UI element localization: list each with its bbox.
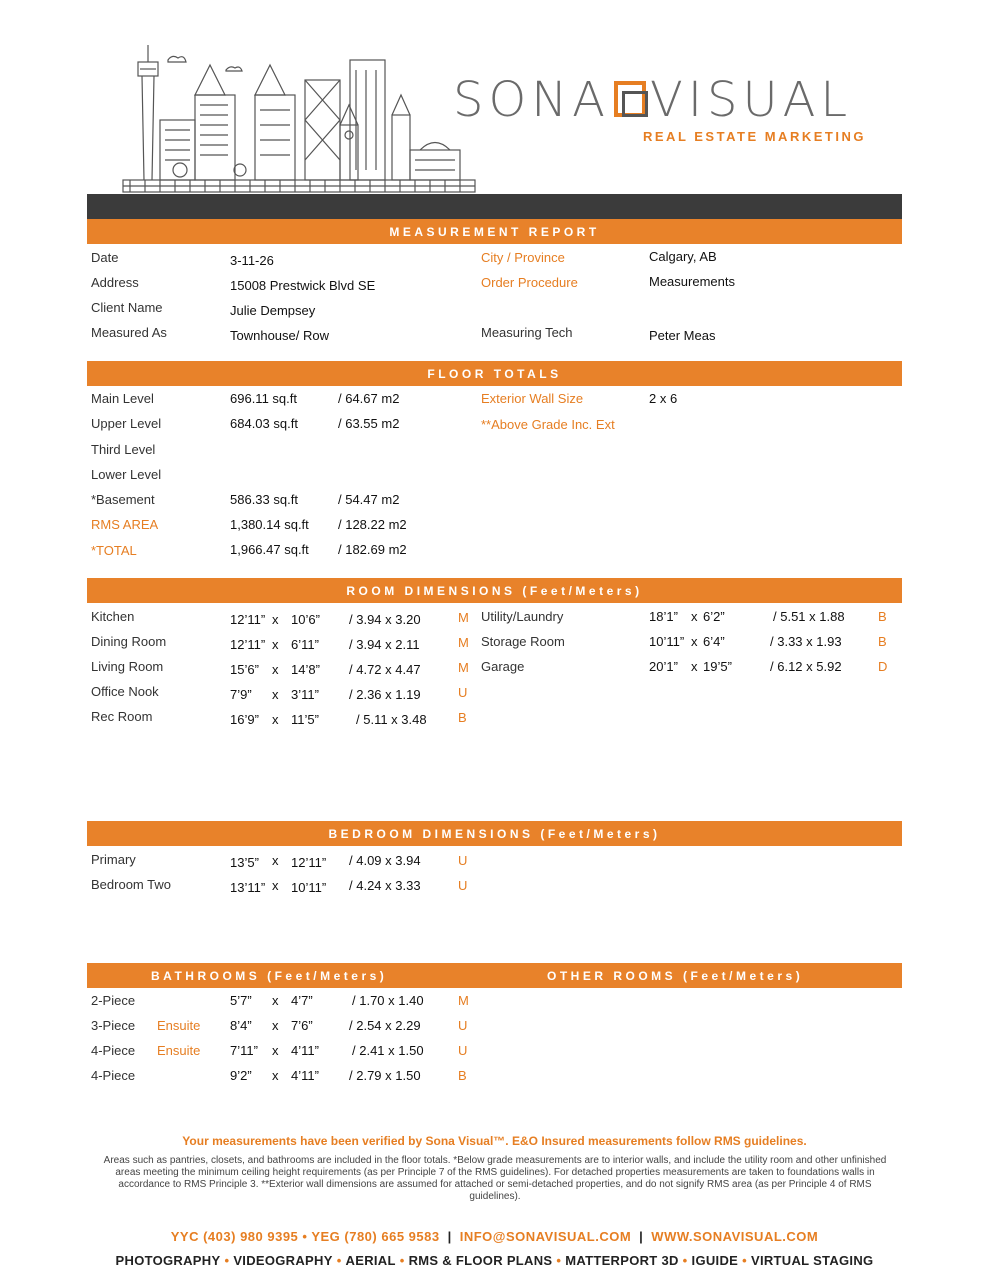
room-times: x — [272, 712, 279, 727]
tech-value: Peter Meas — [649, 328, 716, 343]
service-item: RMS & FLOOR PLANS — [408, 1253, 553, 1268]
order-label: Order Procedure — [481, 275, 578, 290]
room-times: x — [272, 637, 279, 652]
room-level: B — [878, 634, 887, 649]
client-label: Client Name — [91, 300, 163, 315]
lower-level-label: Lower Level — [91, 467, 162, 482]
upper-level-label: Upper Level — [91, 416, 162, 431]
bathroom-metric: / 2.41 x 1.50 — [352, 1043, 424, 1058]
room-metric: / 3.94 x 3.20 — [349, 612, 421, 627]
bathroom-length: 7’6” — [291, 1018, 313, 1033]
bathroom-times: x — [272, 993, 279, 1008]
tech-label: Measuring Tech — [481, 325, 573, 340]
room-level: M — [458, 635, 469, 650]
room-level: B — [458, 710, 467, 725]
city-value: Calgary, AB — [649, 249, 717, 264]
bathroom-note: Ensuite — [157, 1043, 201, 1058]
bathroom-note: Ensuite — [157, 1018, 201, 1033]
bedroom-name: Primary — [91, 852, 136, 867]
basement-sqft: 586.33 sq.ft — [230, 492, 298, 507]
room-length: 19’5” — [703, 659, 732, 674]
service-item: AERIAL — [345, 1253, 396, 1268]
email-link[interactable]: INFO@SONAVISUAL.COM — [459, 1229, 632, 1244]
date-label: Date — [91, 250, 119, 265]
main-level-m2: / 64.67 m2 — [338, 391, 400, 406]
bathrooms-other-header — [87, 963, 902, 988]
bedroom-length: 12’11” — [291, 855, 327, 870]
above-grade-label: **Above Grade Inc. Ext — [481, 417, 615, 432]
bathroom-name: 2-Piece — [91, 993, 136, 1008]
service-item: MATTERPORT 3D — [565, 1253, 679, 1268]
room-dimensions-header: ROOM DIMENSIONS (Feet/Meters) — [87, 578, 902, 603]
basement-label: *Basement — [91, 492, 155, 507]
bedroom-times: x — [272, 853, 279, 868]
bedroom-metric: / 4.09 x 3.94 — [349, 853, 421, 868]
measured-as-value: Townhouse/ Row — [230, 328, 329, 343]
third-level-label: Third Level — [91, 442, 156, 457]
room-times: x — [272, 687, 279, 702]
room-width: 7’9” — [230, 687, 252, 702]
main-level-sqft: 696.11 sq.ft — [230, 391, 297, 406]
bedroom-metric: / 4.24 x 3.33 — [349, 878, 421, 893]
phone-numbers: YYC (403) 980 9395 • YEG (780) 665 9583 — [170, 1229, 440, 1244]
other-rooms-header: OTHER ROOMS (Feet/Meters) — [547, 968, 804, 983]
room-width: 16’9” — [230, 712, 259, 727]
bathroom-name: 4-Piece — [91, 1068, 136, 1083]
client-value: Julie Dempsey — [230, 303, 316, 318]
brand-tagline: REAL ESTATE MARKETING — [643, 129, 866, 144]
bedroom-name: Bedroom Two — [91, 877, 171, 892]
city-skyline-illustration — [120, 40, 480, 195]
floor-totals-header: FLOOR TOTALS — [87, 361, 902, 386]
total-sqft: 1,966.47 sq.ft — [230, 542, 309, 557]
total-m2: / 182.69 m2 — [338, 542, 407, 557]
service-item: VIDEOGRAPHY — [233, 1253, 333, 1268]
fine-print: Areas such as pantries, closets, and bathrooms are included in the floor totals. *Below grade measurements are to interior walls, and include the utility room and other unfinished areas meeting the minimum ceiling height requirements (as per Principle 7 of the RMS guidelines). For detached properties measurements are taken to foundations walls in accordance to RMS Principle 3. **Exterior wall dimensions are assumed for attached or semi-detached properties, and do not signify RMS area (as per Principle 4 of RMS guidelines). — [103, 1155, 887, 1202]
bedroom-dimensions-header: BEDROOM DIMENSIONS (Feet/Meters) — [87, 821, 902, 846]
service-item: VIRTUAL STAGING — [750, 1253, 874, 1268]
rms-area-sqft: 1,380.14 sq.ft — [230, 517, 309, 532]
bathrooms-header: BATHROOMS (Feet/Meters) — [151, 968, 388, 983]
room-width: 12’11” — [230, 612, 266, 627]
room-length: 11’5” — [291, 712, 319, 727]
room-name: Rec Room — [91, 709, 153, 724]
room-length: 6’2” — [703, 609, 725, 624]
upper-level-m2: / 63.55 m2 — [338, 416, 400, 431]
rms-area-m2: / 128.22 m2 — [338, 517, 407, 532]
bedroom-level: U — [458, 853, 468, 868]
room-level: B — [878, 609, 887, 624]
service-item: PHOTOGRAPHY — [115, 1253, 221, 1268]
bathroom-length: 4’11” — [291, 1043, 319, 1058]
room-level: M — [458, 660, 469, 675]
bathroom-level: U — [458, 1018, 468, 1033]
verification-statement: Your measurements have been verified by Sona Visual™. E&O Insured measurements follow RMS guidelines. — [182, 1134, 807, 1148]
room-times: x — [272, 662, 279, 677]
room-length: 6’11” — [291, 637, 319, 652]
bathroom-level: U — [458, 1043, 468, 1058]
upper-level-sqft: 684.03 sq.ft — [230, 416, 298, 431]
room-level: D — [878, 659, 888, 674]
room-length: 10’6” — [291, 612, 320, 627]
bathroom-metric: / 1.70 x 1.40 — [352, 993, 424, 1008]
room-times: x — [691, 659, 698, 674]
bathroom-length: 4’11” — [291, 1068, 319, 1083]
room-length: 3’11” — [291, 687, 319, 702]
bathroom-width: 7’11” — [230, 1043, 258, 1058]
city-label: City / Province — [481, 250, 565, 265]
header-bar — [87, 194, 902, 219]
exterior-wall-value: 2 x 6 — [649, 391, 678, 406]
room-name: Living Room — [91, 659, 164, 674]
room-metric: / 2.36 x 1.19 — [349, 687, 421, 702]
room-metric: / 3.33 x 1.93 — [770, 634, 842, 649]
room-width: 10’11” — [649, 634, 685, 649]
brand-logo: SONA VISUAL — [453, 72, 853, 128]
bedroom-length: 10’11” — [291, 880, 327, 895]
total-label: *TOTAL — [91, 543, 137, 558]
bathroom-metric: / 2.54 x 2.29 — [349, 1018, 421, 1033]
exterior-wall-label: Exterior Wall Size — [481, 391, 584, 406]
room-length: 6’4” — [703, 634, 725, 649]
measurement-report-header: MEASUREMENT REPORT — [87, 219, 902, 244]
logo-mark-icon — [614, 81, 646, 117]
room-name: Storage Room — [481, 634, 565, 649]
bathroom-name: 4-Piece — [91, 1043, 136, 1058]
room-width: 12’11” — [230, 637, 266, 652]
room-times: x — [691, 609, 698, 624]
bedroom-width: 13’5” — [230, 855, 259, 870]
services-line: PHOTOGRAPHY • VIDEOGRAPHY • AERIAL • RMS & FLOOR PLANS • MATTERPORT 3D • IGUIDE • VIRTUAL STAGING — [115, 1253, 874, 1268]
bathroom-times: x — [272, 1068, 279, 1083]
room-name: Kitchen — [91, 609, 135, 624]
room-name: Dining Room — [91, 634, 167, 649]
room-name: Garage — [481, 659, 525, 674]
room-width: 15’6” — [230, 662, 259, 677]
bedroom-times: x — [272, 878, 279, 893]
contact-line: YYC (403) 980 9395 • YEG (780) 665 9583 | INFO@SONAVISUAL.COM | WWW.SONAVISUAL.COM — [170, 1229, 819, 1244]
website-link[interactable]: WWW.SONAVISUAL.COM — [651, 1229, 819, 1244]
room-metric: / 4.72 x 4.47 — [349, 662, 421, 677]
bathroom-name: 3-Piece — [91, 1018, 136, 1033]
bathroom-width: 8’4” — [230, 1018, 252, 1033]
bathroom-times: x — [272, 1043, 279, 1058]
room-metric: / 3.94 x 2.11 — [349, 637, 420, 652]
room-metric: / 5.51 x 1.88 — [773, 609, 845, 624]
service-item: IGUIDE — [691, 1253, 739, 1268]
order-value: Measurements — [649, 274, 735, 289]
room-metric: / 6.12 x 5.92 — [770, 659, 842, 674]
bathroom-length: 4’7” — [291, 993, 313, 1008]
room-times: x — [272, 612, 279, 627]
rms-area-label: RMS AREA — [91, 517, 159, 532]
bedroom-level: U — [458, 878, 468, 893]
room-width: 18’1” — [649, 609, 678, 624]
address-value: 15008 Prestwick Blvd SE — [230, 278, 376, 293]
bathroom-times: x — [272, 1018, 279, 1033]
measured-as-label: Measured As — [91, 325, 167, 340]
bathroom-level: B — [458, 1068, 467, 1083]
room-metric: / 5.11 x 3.48 — [356, 712, 427, 727]
bathroom-level: M — [458, 993, 469, 1008]
bathroom-width: 9’2” — [230, 1068, 252, 1083]
date-value: 3-11-26 — [230, 253, 274, 268]
bathroom-metric: / 2.79 x 1.50 — [349, 1068, 421, 1083]
room-name: Utility/Laundry — [481, 609, 564, 624]
room-length: 14’8” — [291, 662, 320, 677]
basement-m2: / 54.47 m2 — [338, 492, 400, 507]
address-label: Address — [91, 275, 139, 290]
room-width: 20’1” — [649, 659, 678, 674]
room-times: x — [691, 634, 698, 649]
room-level: U — [458, 685, 468, 700]
main-level-label: Main Level — [91, 391, 154, 406]
room-level: M — [458, 610, 469, 625]
room-name: Office Nook — [91, 684, 159, 699]
bedroom-width: 13’11” — [230, 880, 266, 895]
bathroom-width: 5’7” — [230, 993, 252, 1008]
